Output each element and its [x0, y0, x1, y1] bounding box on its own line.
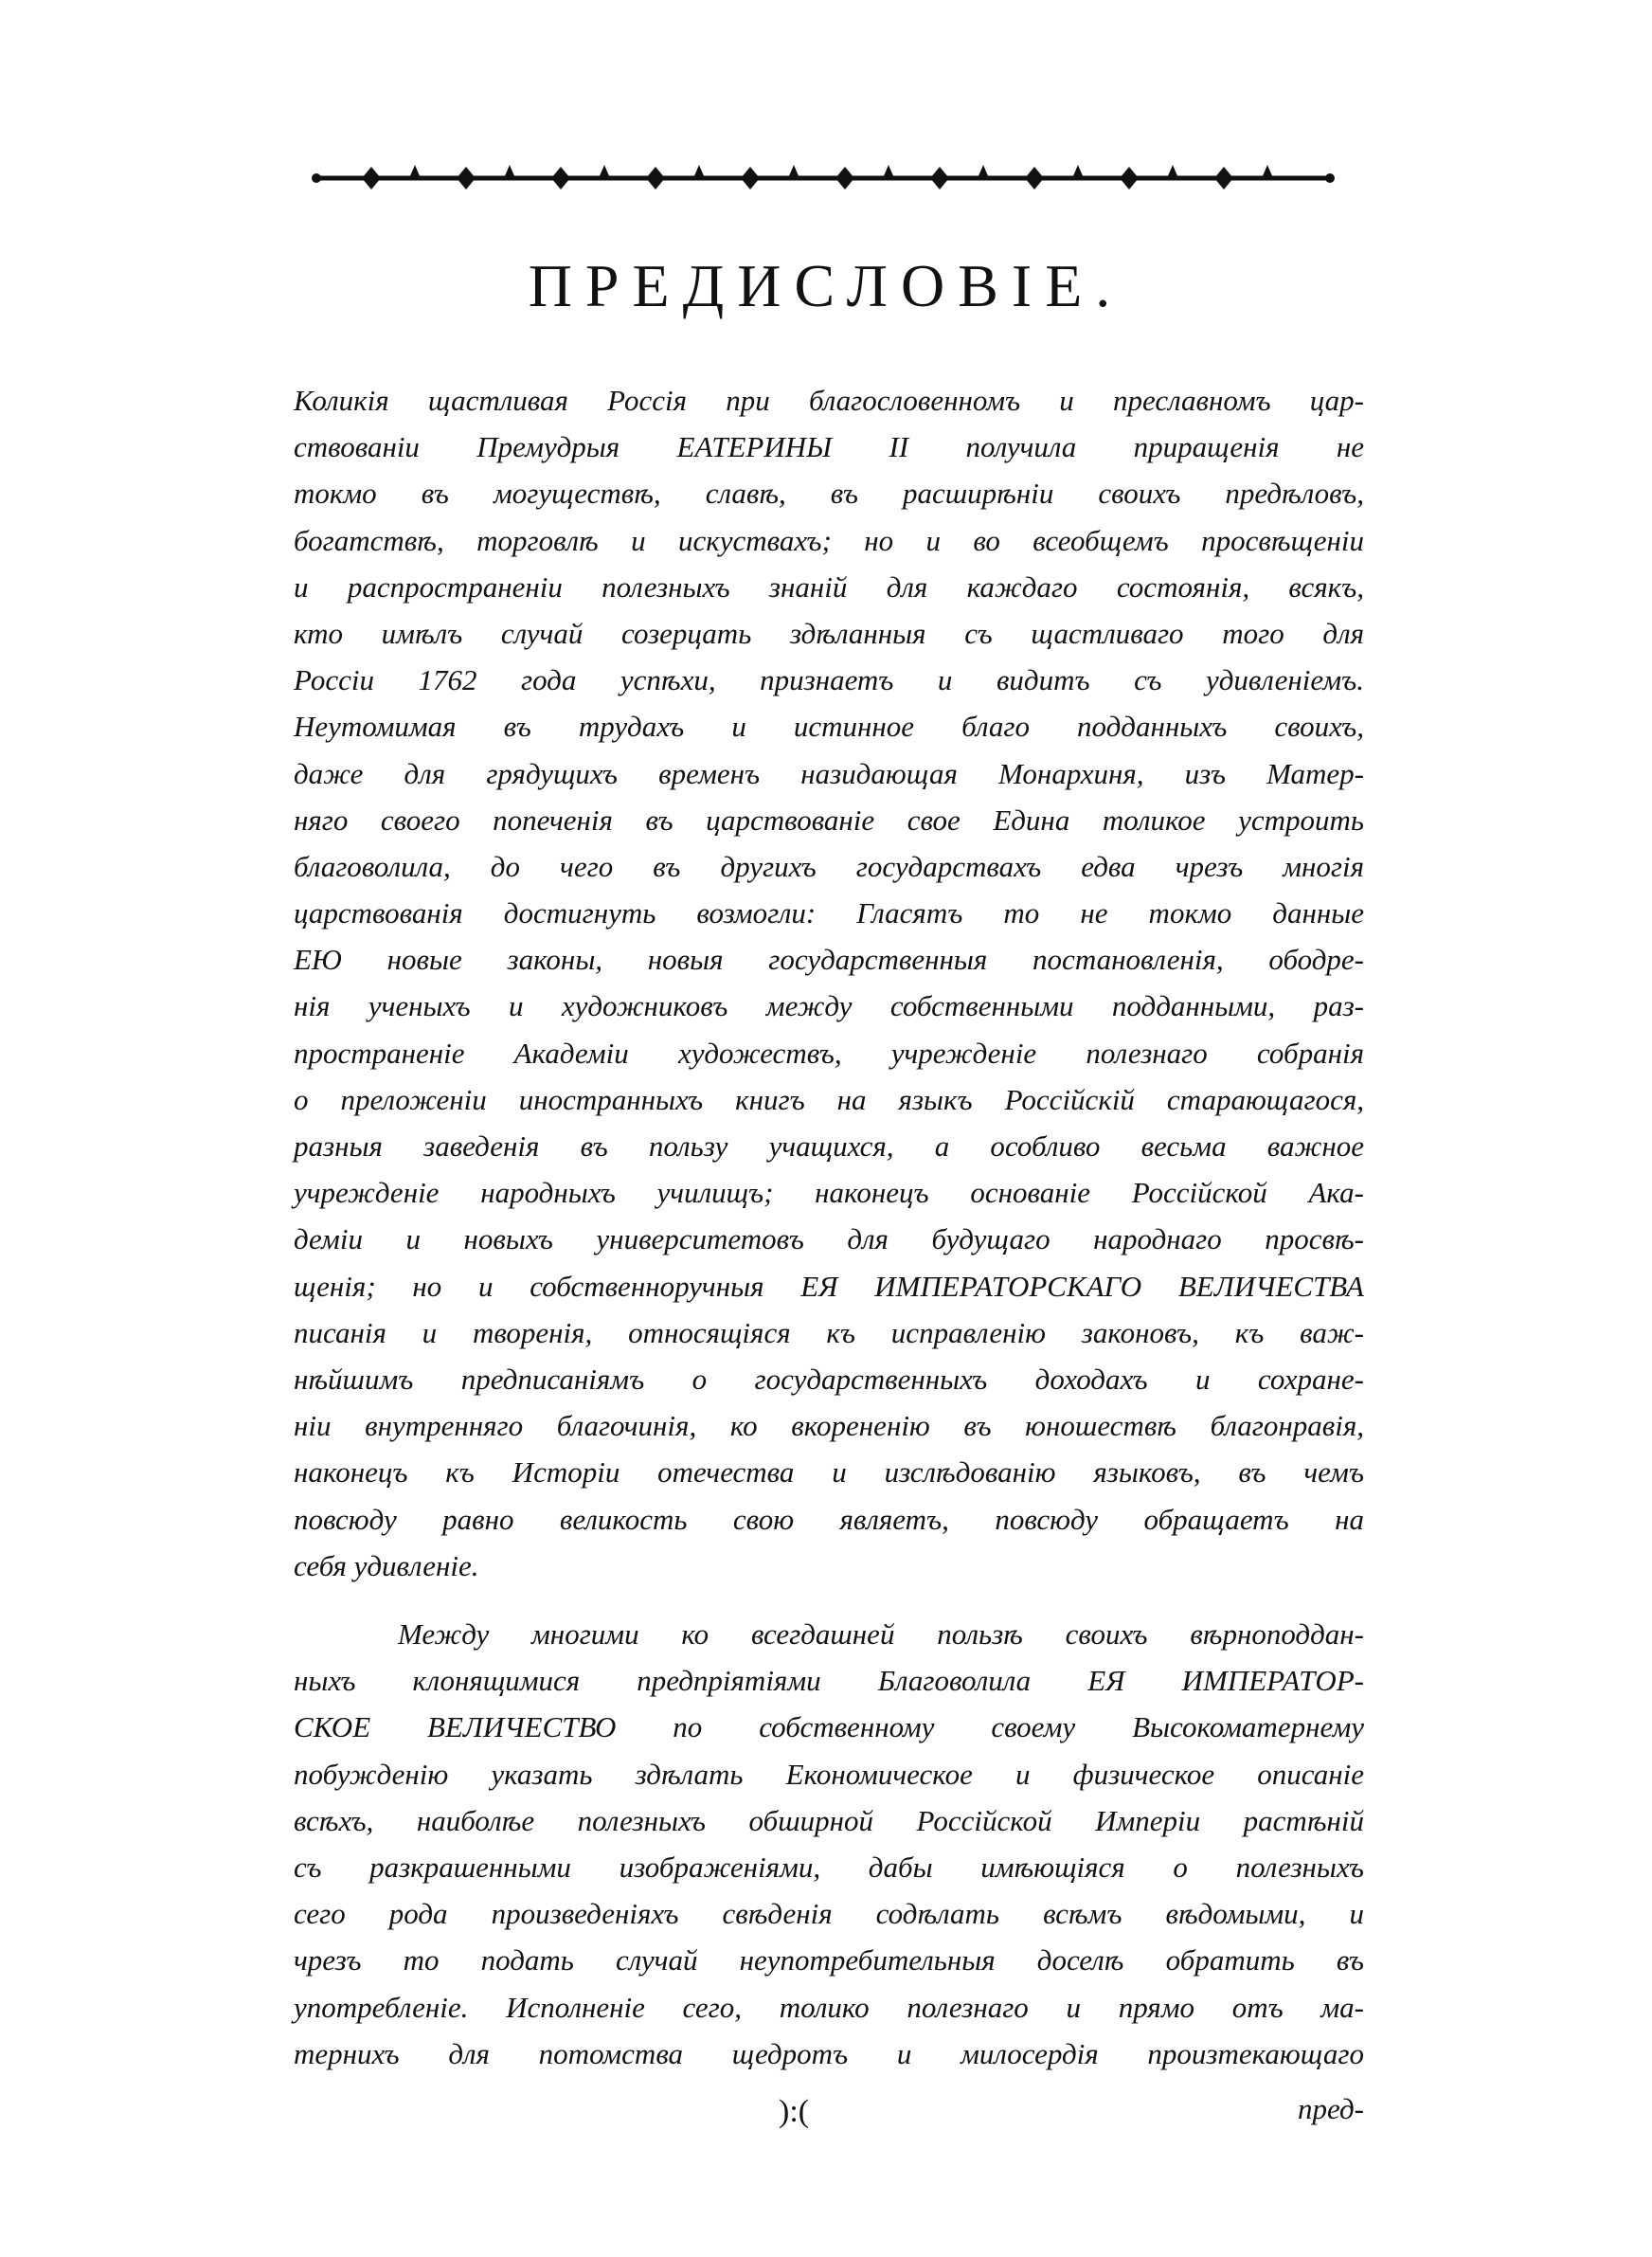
text-line: демiи и новыхъ университетовъ для будущаго народнаго просвѣ-	[294, 1222, 1364, 1256]
text-line: ЕЮ новые законы, новыя государственныя постановленiя, ободре-	[294, 943, 1364, 977]
text-line: ствованiи Премудрыя ЕАТЕРИНЫ II получила приращенiя не	[294, 430, 1364, 464]
text-line: кто имѣлъ случай созерцать здѣланныя съ щастливаго того для	[294, 616, 1364, 650]
preface-paragraph-2	[294, 1611, 1364, 2077]
preface-paragraph-1	[294, 377, 1364, 1589]
text-line: ныхъ клонящимися предпрiятiями Благоволила ЕЯ ИМПЕРАТОР-	[294, 1664, 1364, 1698]
text-line: токмо въ могуществѣ, славѣ, въ расширѣнiи своихъ предѣловъ,	[294, 477, 1364, 511]
text-line: сего рода произведенiяхъ свѣденiя содѣлать всѣмъ вѣдомыми, и	[294, 1897, 1364, 1931]
text-line: и распространенiи полезныхъ знанiй для каждаго состоянiя, всякъ,	[294, 569, 1364, 604]
text-line: себя удивленiе.	[294, 1548, 479, 1582]
signature-mark: ):(	[779, 2094, 810, 2129]
text-line: чрезъ то подать случай неупотребительныя доселѣ обратить въ	[294, 1943, 1364, 1977]
text-line: Россiи 1762 года успѣхи, признаетъ и видитъ съ удивленiемъ.	[294, 663, 1364, 697]
text-line: нѣйшимъ предписанiямъ о государственныхъ доходахъ и сохране-	[294, 1362, 1364, 1396]
text-line: пространенiе Академiи художествъ, учрежденiе полезнаго собранiя	[294, 1036, 1364, 1070]
text-line: царствованiя достигнуть возмогли: Гласятъ то не токмо данные	[294, 896, 1364, 930]
text-line: употребленiе. Исполненiе сего, толико полезнаго и прямо отъ ма-	[294, 1990, 1364, 2024]
page-title: ПРЕДИСЛОВIЕ.	[528, 252, 1124, 319]
text-line: учрежденiе народныхъ училищъ; наконецъ основанiе Россiйской Ака-	[294, 1176, 1364, 1210]
text-line: тернихъ для потомства щедротъ и милосердiя произтекающаго	[294, 2036, 1364, 2070]
text-line: даже для грядущихъ временъ назидающая Монархиня, изъ Матер-	[294, 756, 1364, 790]
text-line: нiя ученыхъ и художниковъ между собственными подданными, раз-	[294, 989, 1364, 1023]
text-line: Коликiя щастливая Россiя при благословенномъ и преславномъ цар-	[294, 384, 1364, 417]
text-line: повсюду равно великость свою являетъ, повсюду обращаетъ на	[294, 1502, 1364, 1536]
text-line: нiи внутренняго благочинiя, ко вкорененiю въ юношествѣ благонравiя,	[294, 1409, 1364, 1443]
text-line: всѣхъ, наиболѣе полезныхъ обширной Россiйской Имперiи растѣнiй	[294, 1803, 1364, 1837]
text-line: писанiя и творенiя, относящiяся къ исправленiю законовъ, къ важ-	[294, 1315, 1364, 1349]
text-line: Неутомимая въ трудахъ и истинное благо подданныхъ своихъ,	[294, 710, 1364, 744]
text-line: богатствѣ, торговлѣ и искуствахъ; но и во всеобщемъ просвѣщенiи	[294, 523, 1364, 557]
text-line: няго своего попеченiя въ царствованiе свое Едина толикое устроить	[294, 803, 1364, 837]
decorative-ornament-border	[305, 159, 1341, 193]
text-line: благоволила, до чего въ другихъ государствахъ едва чрезъ многiя	[294, 849, 1364, 883]
text-line: Между многими ко всегдашней пользѣ своихъ вѣрноподдан-	[398, 1617, 1364, 1651]
text-line: щенiя; но и собственноручныя ЕЯ ИМПЕРАТОРСКАГО ВЕЛИЧЕСТВА	[294, 1269, 1364, 1303]
text-line: СКОЕ ВЕЛИЧЕСТВО по собственному своему Высокоматернему	[294, 1710, 1364, 1744]
catchword: пред-	[1298, 2092, 1364, 2125]
text-line: разныя заведенiя въ пользу учащихся, а особливо весьма важное	[294, 1129, 1364, 1163]
text-line: съ разкрашенными изображенiями, дабы имѣющiяся о полезныхъ	[294, 1850, 1364, 1884]
text-line: о преложенiи иностранныхъ книгъ на языкъ Россiйскiй старающагося,	[294, 1082, 1364, 1116]
text-line: побужденiю указать здѣлать Економическое и физическое описанiе	[294, 1757, 1364, 1791]
text-line: наконецъ къ Исторiи отечества и изслѣдованiю языковъ, въ чемъ	[294, 1455, 1364, 1490]
